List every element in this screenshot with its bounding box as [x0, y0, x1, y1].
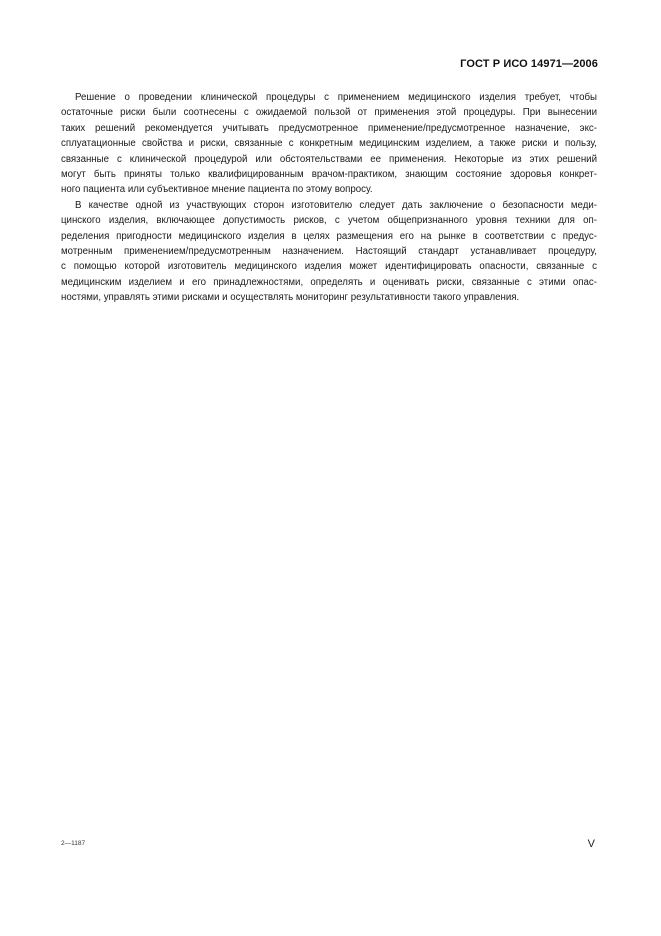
body-text — [61, 90, 597, 306]
paragraph-1 — [61, 90, 597, 198]
text-line: медицинским изделием и его принадлежностями, определять и оценивать риски, связанные с этими опас- — [61, 276, 597, 288]
text-line: ностями, управлять этими рисками и осуществлять мониторинг результативности такого управления. — [61, 292, 520, 304]
text-line: мотренным применением/предусмотренным назначением. Настоящий стандарт устанавливает процедуру, — [61, 246, 597, 258]
text-line: связанные с клинической процедурой или обстоятельствами ее применения. Некоторые из этих решений — [61, 153, 597, 165]
text-line: таких решений рекомендуется учитывать предусмотренное применение/предусмотренное назначение, экс- — [61, 122, 597, 134]
text-line: с помощью которой изготовитель медицинского изделия может идентифицировать опасности, связанные с — [61, 261, 597, 273]
text-line: ределения пригодности медицинского изделия в целях размещения его на рынке в соответствии с предус- — [61, 230, 597, 242]
print-code: 2—1187 — [61, 840, 86, 847]
paragraph-2 — [61, 198, 597, 306]
text-line: могут быть приняты только квалифицированным врачом-практиком, знающим состояние здоровья конкрет- — [61, 169, 597, 181]
text-line: сплуатационные свойства и риски, связанные с конкретным медицинским изделием, а также риски и пользу, — [61, 138, 597, 150]
standard-header: ГОСТ Р ИСО 14971—2006 — [460, 58, 598, 70]
text-line: ного пациента или субъективное мнение пациента по этому вопросу. — [61, 184, 373, 196]
page-number: V — [587, 838, 595, 850]
text-line: остаточные риски были соотнесены с ожидаемой пользой от применения этой процедуры. При вынесении — [61, 107, 597, 119]
text-line: Решение о проведении клинической процедуры с применением медицинского изделия требует, чтобы — [75, 92, 597, 103]
text-line: цинского изделия, включающее допустимость рисков, с учетом общепризнанного уровня техники для оп- — [61, 215, 597, 227]
text-line: В качестве одной из участвующих сторон изготовителю следует дать заключение о безопасности меди- — [75, 199, 597, 211]
